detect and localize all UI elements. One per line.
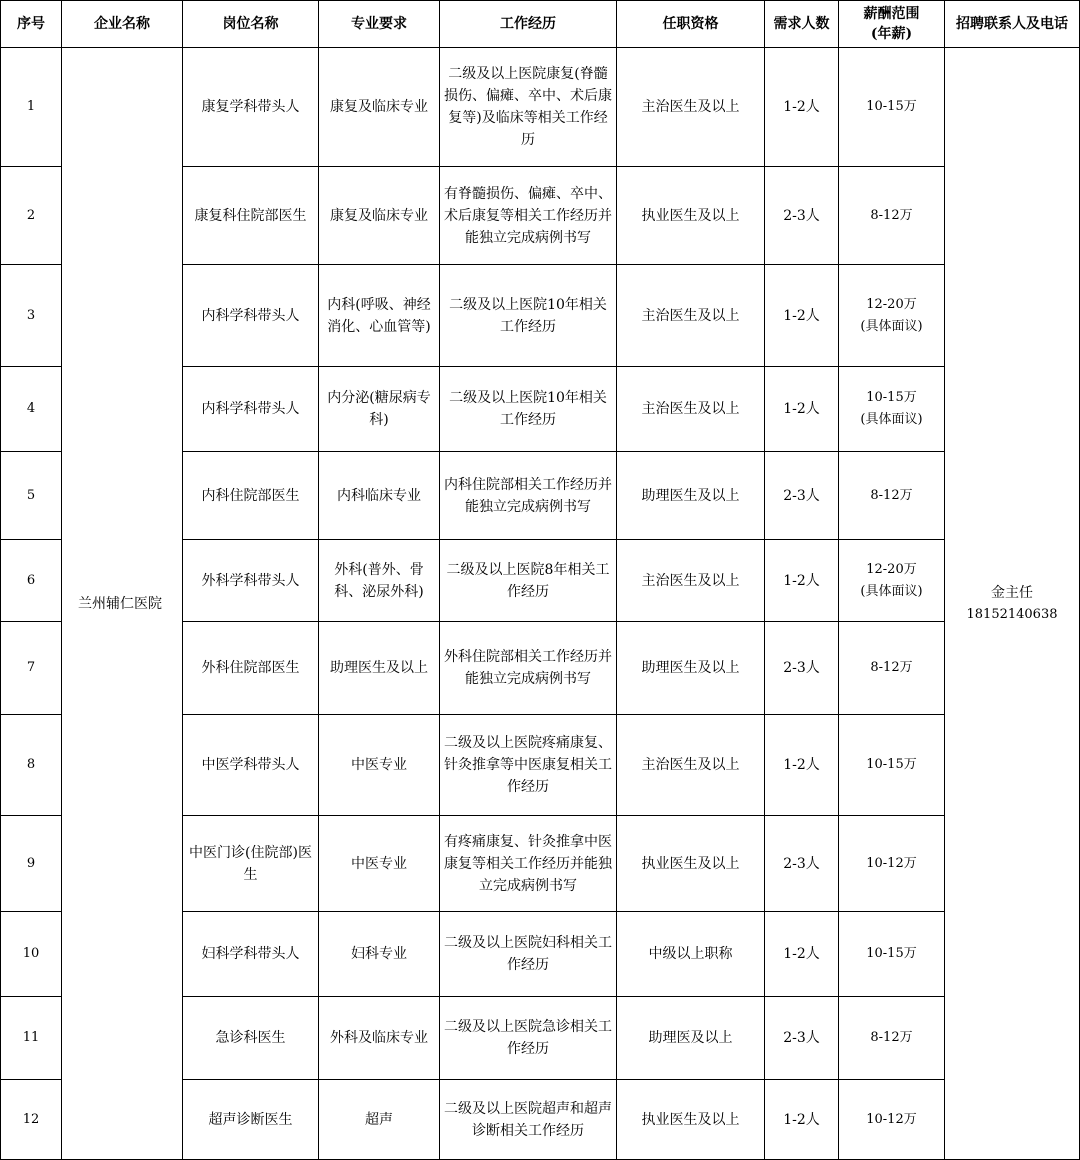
row-experience: 内科住院部相关工作经历并能独立完成病例书写	[440, 452, 617, 540]
row-index: 11	[1, 997, 62, 1080]
header-count: 需求人数	[765, 1, 839, 48]
row-qualification: 主治医生及以上	[617, 48, 765, 167]
header-salary	[839, 1, 945, 48]
row-index: 9	[1, 816, 62, 912]
row-position: 外科住院部医生	[183, 622, 319, 715]
salary-range: 10-12万	[866, 855, 917, 871]
row-salary	[839, 816, 945, 912]
salary-note: (具体面议)	[860, 412, 923, 427]
row-salary	[839, 997, 945, 1080]
row-qualification: 助理医生及以上	[617, 622, 765, 715]
row-position: 中医门诊(住院部)医生	[183, 816, 319, 912]
row-major: 外科及临床专业	[319, 997, 440, 1080]
row-experience: 二级及以上医院10年相关工作经历	[440, 265, 617, 367]
salary-range: 10-15万	[866, 99, 917, 114]
row-qualification: 助理医生及以上	[617, 452, 765, 540]
contact-name: 金主任	[991, 584, 1033, 601]
row-major: 康复及临床专业	[319, 48, 440, 167]
row-salary	[839, 622, 945, 715]
header-qualification: 任职资格	[617, 1, 765, 48]
row-position: 外科学科带头人	[183, 540, 319, 622]
row-qualification: 执业医生及以上	[617, 1080, 765, 1160]
row-salary	[839, 1080, 945, 1160]
row-index: 5	[1, 452, 62, 540]
row-position: 内科学科带头人	[183, 265, 319, 367]
row-count: 1-2人	[765, 540, 839, 622]
row-salary	[839, 265, 945, 367]
row-count: 1-2人	[765, 1080, 839, 1160]
row-experience: 二级及以上医院妇科相关工作经历	[440, 912, 617, 997]
row-experience: 二级及以上医院超声和超声诊断相关工作经历	[440, 1080, 617, 1160]
row-count: 1-2人	[765, 48, 839, 167]
row-major: 外科(普外、骨科、泌尿外科)	[319, 540, 440, 622]
contact-phone: 18152140638	[966, 606, 1058, 622]
row-position: 急诊科医生	[183, 997, 319, 1080]
salary-note: (具体面议)	[860, 583, 923, 599]
row-index: 2	[1, 167, 62, 265]
row-position: 妇科学科带头人	[183, 912, 319, 997]
row-major: 妇科专业	[319, 912, 440, 997]
row-experience: 二级及以上医院康复(脊髓损伤、偏瘫、卒中、术后康复等)及临床等相关工作经历	[440, 48, 617, 167]
row-position: 康复科住院部医生	[183, 167, 319, 265]
row-qualification: 主治医生及以上	[617, 540, 765, 622]
row-index: 8	[1, 715, 62, 816]
row-qualification: 主治医生及以上	[617, 367, 765, 452]
row-count: 2-3人	[765, 997, 839, 1080]
row-qualification: 助理医及以上	[617, 997, 765, 1080]
row-position: 内科住院部医生	[183, 452, 319, 540]
row-count: 2-3人	[765, 167, 839, 265]
row-index: 7	[1, 622, 62, 715]
header-row	[1, 1, 1080, 48]
row-experience: 有脊髓损伤、偏瘫、卒中、术后康复等相关工作经历并能独立完成病例书写	[440, 167, 617, 265]
row-salary	[839, 715, 945, 816]
row-index: 6	[1, 540, 62, 622]
row-count: 1-2人	[765, 715, 839, 816]
row-major: 内科临床专业	[319, 452, 440, 540]
row-index: 10	[1, 912, 62, 997]
row-qualification: 主治医生及以上	[617, 715, 765, 816]
row-experience: 二级及以上医院急诊相关工作经历	[440, 997, 617, 1080]
row-count: 2-3人	[765, 452, 839, 540]
row-experience: 二级及以上医院8年相关工作经历	[440, 540, 617, 622]
row-qualification: 中级以上职称	[617, 912, 765, 997]
row-position: 内科学科带头人	[183, 367, 319, 452]
header-salary-title: 薪酬范围	[863, 6, 920, 22]
row-salary	[839, 367, 945, 452]
row-count: 1-2人	[765, 367, 839, 452]
salary-range: 10-15万	[866, 390, 917, 405]
row-index: 12	[1, 1080, 62, 1160]
header-contact: 招聘联系人及电话	[945, 1, 1080, 48]
header-experience: 工作经历	[440, 1, 617, 48]
row-experience: 二级及以上医院10年相关工作经历	[440, 367, 617, 452]
row-major: 内分泌(糖尿病专科)	[319, 367, 440, 452]
contact-cell	[945, 48, 1080, 1160]
row-major: 中医专业	[319, 715, 440, 816]
header-index: 序号	[1, 1, 62, 48]
row-position: 康复学科带头人	[183, 48, 319, 167]
salary-range: 8-12万	[870, 660, 913, 675]
row-major: 中医专业	[319, 816, 440, 912]
row-major: 康复及临床专业	[319, 167, 440, 265]
row-salary	[839, 912, 945, 997]
salary-range: 12-20万	[866, 561, 917, 577]
salary-note: (具体面议)	[860, 318, 923, 334]
header-major: 专业要求	[319, 1, 440, 48]
salary-range: 10-12万	[866, 1111, 917, 1127]
row-qualification: 执业医生及以上	[617, 816, 765, 912]
salary-range: 8-12万	[870, 1030, 913, 1045]
salary-range: 10-15万	[866, 757, 917, 772]
row-experience: 有疼痛康复、针灸推拿中医康复等相关工作经历并能独立完成病例书写	[440, 816, 617, 912]
row-count: 1-2人	[765, 265, 839, 367]
row-count: 2-3人	[765, 622, 839, 715]
header-position: 岗位名称	[183, 1, 319, 48]
row-count: 2-3人	[765, 816, 839, 912]
row-experience: 二级及以上医院疼痛康复、针灸推拿等中医康复相关工作经历	[440, 715, 617, 816]
row-major: 助理医生及以上	[319, 622, 440, 715]
salary-range: 8-12万	[870, 487, 913, 503]
row-index: 1	[1, 48, 62, 167]
company-name: 兰州辅仁医院	[62, 48, 183, 1160]
header-salary-unit: (年薪)	[870, 26, 913, 42]
row-index: 3	[1, 265, 62, 367]
salary-range: 10-15万	[866, 946, 917, 961]
header-company: 企业名称	[62, 1, 183, 48]
row-major: 内科(呼吸、神经消化、心血管等)	[319, 265, 440, 367]
row-major: 超声	[319, 1080, 440, 1160]
row-position: 中医学科带头人	[183, 715, 319, 816]
row-qualification: 执业医生及以上	[617, 167, 765, 265]
row-count: 1-2人	[765, 912, 839, 997]
row-salary	[839, 167, 945, 265]
table-row	[1, 48, 1080, 167]
row-salary	[839, 48, 945, 167]
row-qualification: 主治医生及以上	[617, 265, 765, 367]
salary-range: 12-20万	[866, 296, 917, 312]
row-position: 超声诊断医生	[183, 1080, 319, 1160]
row-experience: 外科住院部相关工作经历并能独立完成病例书写	[440, 622, 617, 715]
row-index: 4	[1, 367, 62, 452]
row-salary	[839, 452, 945, 540]
row-salary	[839, 540, 945, 622]
salary-range: 8-12万	[870, 207, 913, 223]
